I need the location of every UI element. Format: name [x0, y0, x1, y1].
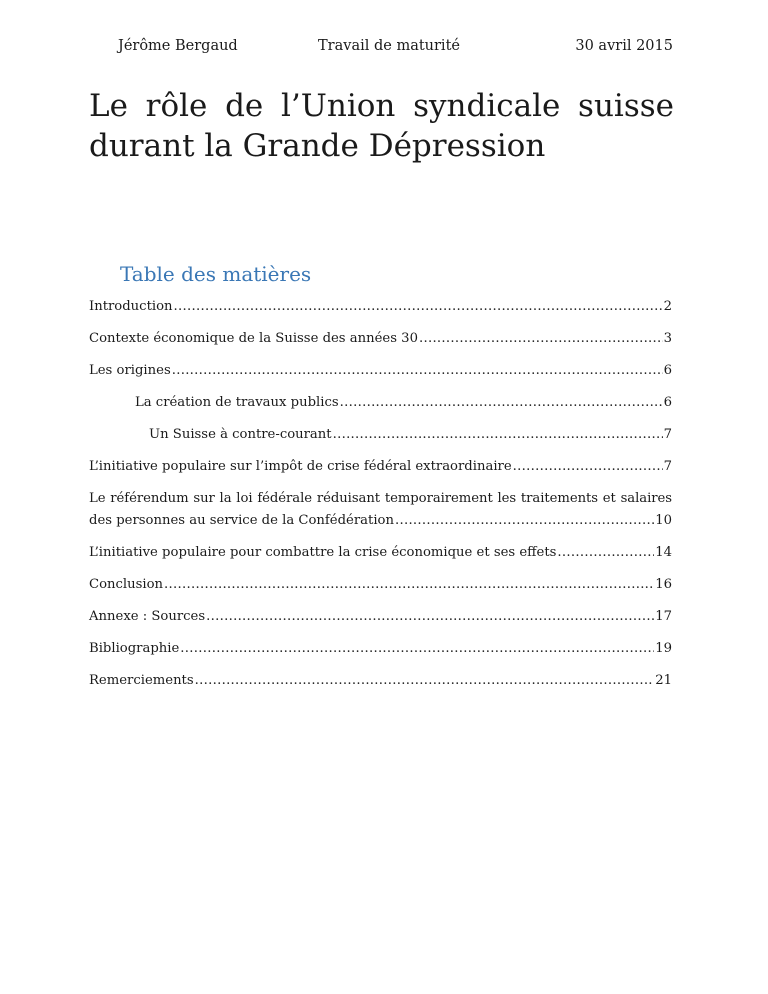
toc-entry-page: 14 [655, 545, 672, 560]
page-header [118, 38, 673, 58]
toc-entry-page: 6 [663, 363, 672, 378]
toc-entry-title: Un Suisse à contre-courant [149, 427, 332, 442]
toc-leader-dots [172, 360, 663, 382]
header-subject: Travail de maturité [318, 38, 460, 54]
toc-entry-page: 16 [655, 577, 672, 592]
toc-entry-page: 17 [655, 609, 672, 624]
toc-entry-origines[interactable] [89, 360, 672, 382]
toc-entry-title-line1: Le référendum sur la loi fédérale réduisant temporairement les traitements et salaires [89, 491, 672, 506]
toc-entry-combattre-crise[interactable] [89, 542, 672, 564]
toc-leader-dots [174, 296, 663, 318]
toc-entry-bibliographie[interactable] [89, 638, 672, 660]
toc-entry-page: 3 [663, 331, 672, 346]
toc-heading: Table des matières [120, 262, 312, 286]
toc-entry-title: Conclusion [89, 577, 164, 592]
toc-entry-title: Introduction [89, 299, 173, 314]
toc-entry-contexte[interactable] [89, 328, 672, 350]
toc-entry-title: L’initiative populaire pour combattre la crise économique et ses effets [89, 545, 557, 560]
toc-leader-dots [340, 392, 663, 414]
toc-entry-conclusion[interactable] [89, 574, 672, 596]
toc-entry-title: Annexe : Sources [89, 609, 206, 624]
toc-leader-dots [206, 606, 654, 628]
header-date: 30 avril 2015 [575, 38, 673, 54]
toc-entry-remerciements[interactable] [89, 670, 672, 692]
document-title: Le rôle de l’Union syndicale suisse durant la Grande Dépression [89, 88, 674, 164]
toc-leader-dots [557, 542, 654, 564]
toc-entry-impot-de-crise[interactable] [89, 456, 672, 478]
toc-entry-line2 [89, 510, 672, 532]
toc-leader-dots [513, 456, 663, 478]
toc-entry-title: Bibliographie [89, 641, 180, 656]
toc-entry-page: 21 [655, 673, 672, 688]
toc-entry-page: 10 [655, 513, 672, 528]
table-of-contents [89, 296, 672, 702]
toc-entry-title: La création de travaux publics [135, 395, 339, 410]
toc-leader-dots [333, 424, 663, 446]
toc-entry-page: 6 [663, 395, 672, 410]
header-author: Jérôme Bergaud [118, 38, 238, 54]
toc-entry-annexe-sources[interactable] [89, 606, 672, 628]
toc-entry-title: Contexte économique de la Suisse des années 30 [89, 331, 418, 346]
toc-entry-introduction[interactable] [89, 296, 672, 318]
toc-entry-referendum[interactable] [89, 488, 672, 532]
toc-leader-dots [195, 670, 655, 692]
toc-entry-travaux-publics[interactable] [89, 392, 672, 414]
toc-leader-dots [419, 328, 663, 350]
toc-leader-dots [395, 510, 654, 532]
toc-entry-title: Remerciements [89, 673, 194, 688]
toc-leader-dots [164, 574, 654, 596]
toc-entry-contre-courant[interactable] [89, 424, 672, 446]
toc-entry-page: 2 [663, 299, 672, 314]
toc-entry-title: L’initiative populaire sur l’impôt de crise fédéral extraordinaire [89, 459, 512, 474]
toc-entry-title: Les origines [89, 363, 171, 378]
toc-entry-page: 7 [663, 427, 672, 442]
toc-entry-title-line2: des personnes au service de la Confédération [89, 513, 394, 528]
toc-leader-dots [180, 638, 654, 660]
toc-entry-page: 19 [655, 641, 672, 656]
toc-entry-page: 7 [663, 459, 672, 474]
